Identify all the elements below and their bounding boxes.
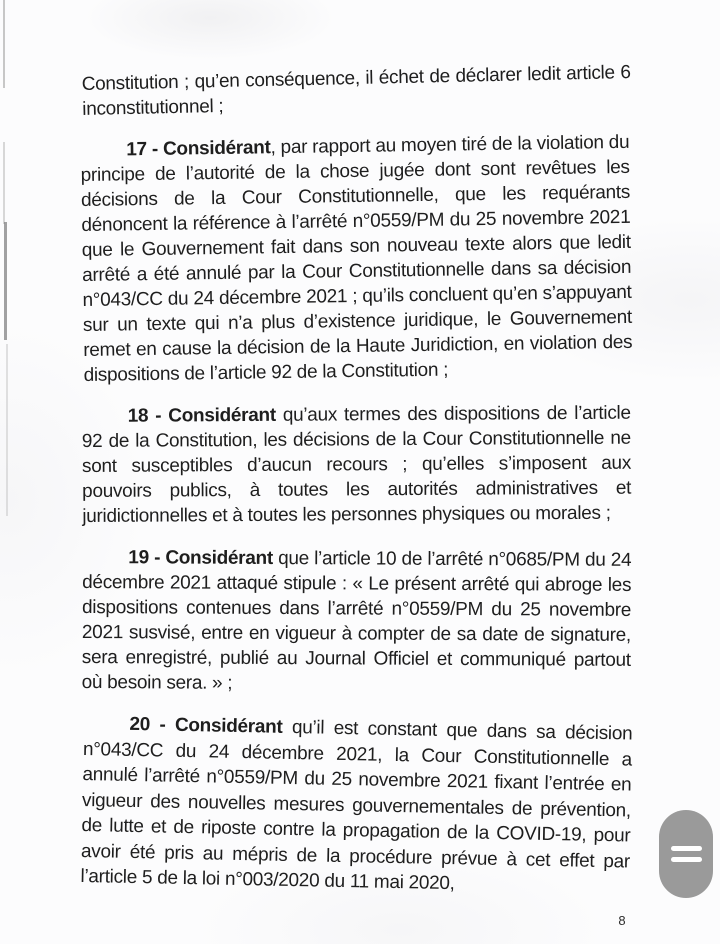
scan-edge-artifact <box>6 344 8 516</box>
scan-edge-artifact <box>4 222 7 340</box>
drag-handle-icon <box>671 846 702 851</box>
paragraph-18 <box>82 401 632 529</box>
document-text-column <box>80 62 633 895</box>
paragraph-text: qu’il est constant que dans sa décision n°043/CC du 24 décembre 2021, la Cour Constitutionnelle a annulé l’arrêté n°0559/PM du 25 novembre 2021 fixant l’entrée en vigueur des nouvelles mesures gouvernementales de prévention, de lutte et de riposte contre la propagation de la COVID-19, pour avoir été pris au mépris de la procédure prévue à cet effet par l’article 5 de la loi n°003/2020 du 11 mai 2020, <box>80 716 633 895</box>
paragraph-19 <box>82 545 632 698</box>
scan-edge-artifact <box>3 0 5 88</box>
paragraph-text: qu’aux termes des dispositions de l’article 92 de la Constitution, les décisions de la Cour Constitutionnelle ne sont susceptibles d’aucun recours ; qu’elles s’imposent aux pouvoirs publics, à toutes les autorités administratives et juridictionnelles et à toutes les personnes physiques ou morales ; <box>81 402 632 527</box>
paragraph-17 <box>80 130 633 388</box>
paragraph-continuation <box>81 60 631 122</box>
paragraph-lead: 17 - Considérant <box>126 137 271 161</box>
page-number: 8 <box>618 913 626 928</box>
scroll-handle-button[interactable] <box>659 810 713 898</box>
scan-edge-artifact <box>3 142 5 224</box>
drag-handle-icon <box>671 857 702 862</box>
paragraph-lead: 19 - Considérant <box>128 547 273 569</box>
paragraph-lead: 20 - Considérant <box>129 713 283 738</box>
paragraph-text: , par rapport au moyen tiré de la violation du principe de l’autorité de la chose jugée dont sont revêtues les décisions de la Cour Constitutionnelle, que les requérants dénoncent la référence à l’arrêté n°0559/PM du 25 novembre 2021 que le Gouvernement fait dans son nouveau texte alors que ledit arrêté a été annulé par la Cour Constitutionnelle dans sa décision n°043/CC du 24 décembre 2021 ; qu’ils concluent qu’en s’appuyant sur un texte qui n’a plus d’existence juridique, le Gouvernement remet en cause la décision de la Haute Juridiction, en violation des dispositions de l’article 92 de la Constitution ; <box>80 131 633 386</box>
paragraph-lead: 18 - Considérant <box>127 404 276 427</box>
paragraph-20 <box>80 711 632 900</box>
paragraph-text: que l’article 10 de l’arrêté n°0685/PM du 24 décembre 2021 attaqué stipule : « Le présent arrêté qui abroge les dispositions contenues dans l’arrêté n°0559/PM du 25 novembre 2021 susvisé, entre en vigueur à compter de sa date de signature, sera enregistré, publié au Journal Officiel et communiqué partout où besoin sera. » ; <box>81 547 632 694</box>
paragraph-text: Constitution ; qu’en conséquence, il échet de déclarer ledit article 6 inconstitutionnel ; <box>81 62 631 120</box>
